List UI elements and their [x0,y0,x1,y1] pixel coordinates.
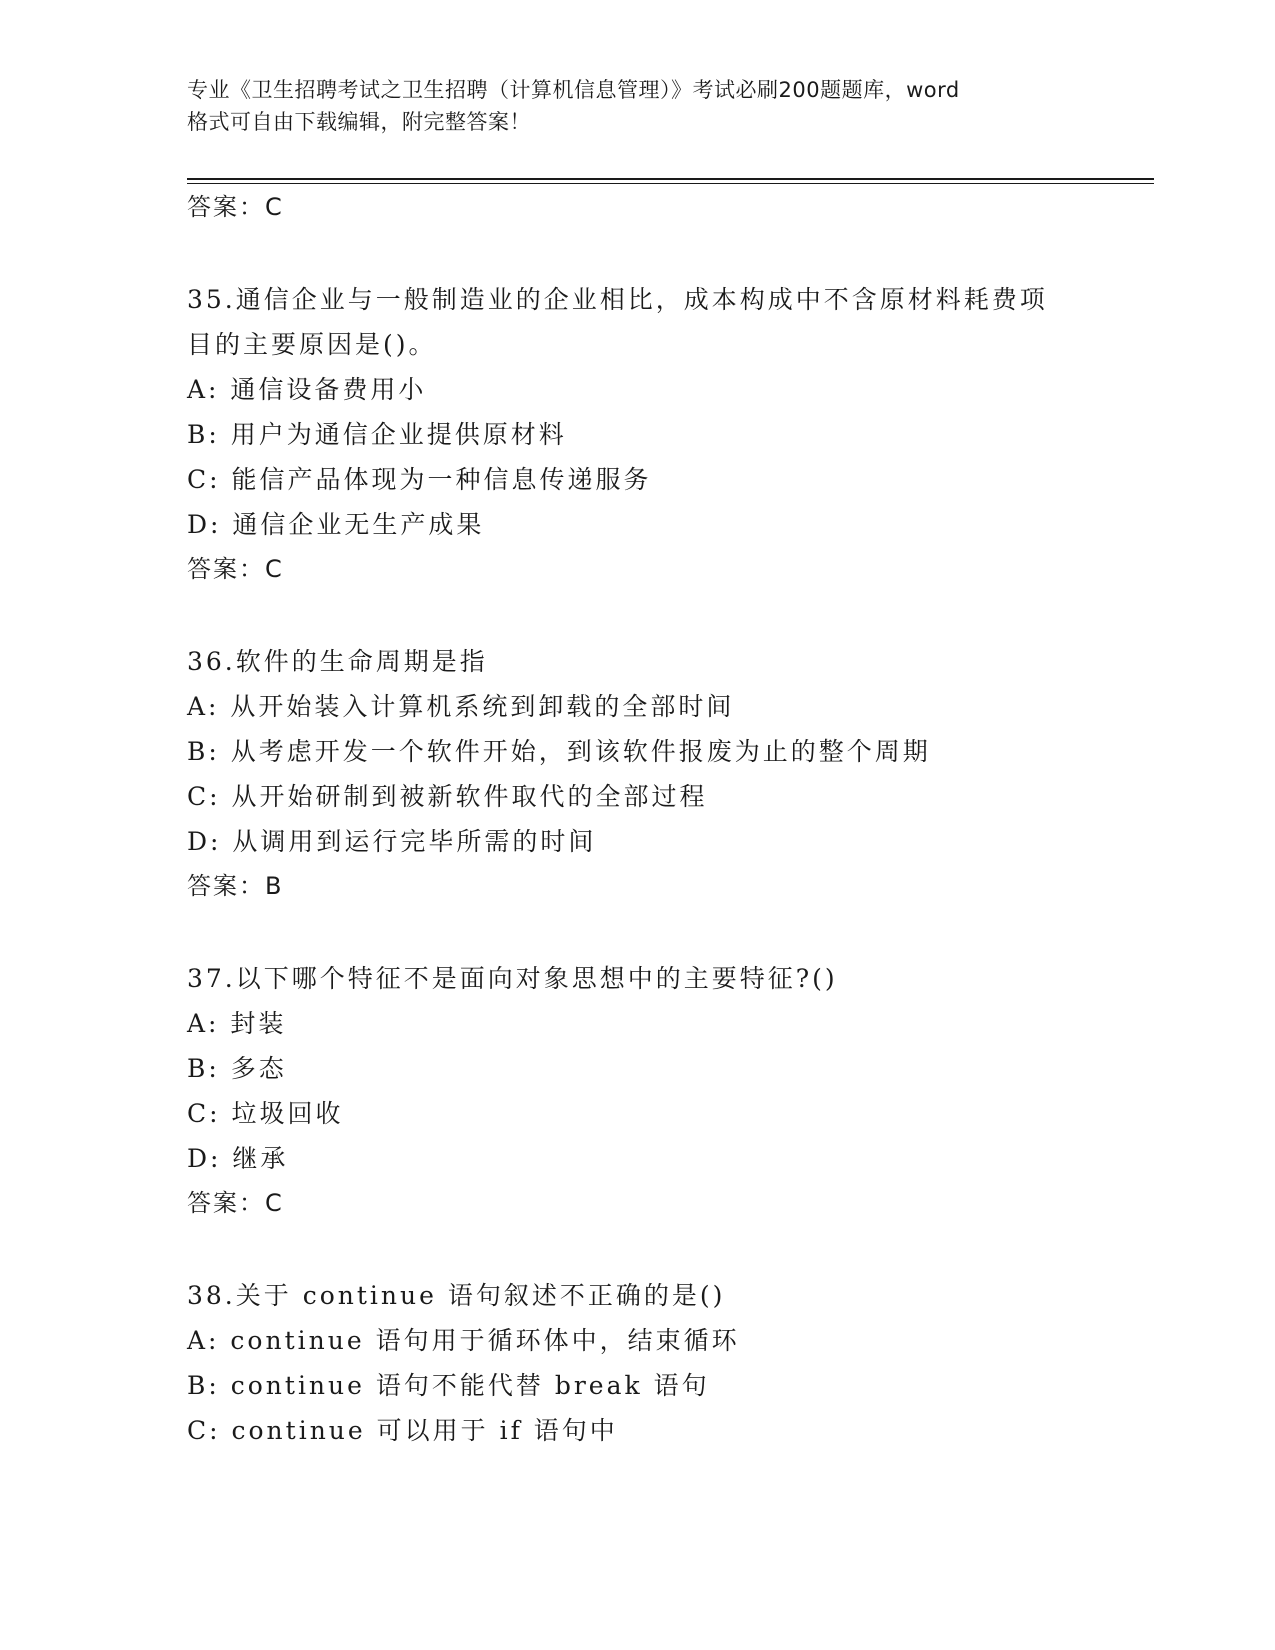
answer-line [187,1181,1087,1226]
option-d: D: 从调用到运行完毕所需的时间 [187,827,597,856]
question-stem: 35.通信企业与一般制造业的企业相比，成本构成中不含原材料耗费项 [187,285,1048,314]
answer-line [187,185,1087,230]
question-36 [187,639,1087,909]
answer-label: 答案： [187,1189,265,1217]
option-a: A: continue 语句用于循环体中，结束循环 [187,1326,740,1355]
header-title-line-1: 专业《卫生招聘考试之卫生招聘（计算机信息管理）》考试必刷200题题库，word [187,78,960,102]
question-38 [187,1273,1087,1453]
answer-label: 答案： [187,555,265,583]
question-35 [187,277,1087,592]
question-list [187,185,1087,1500]
question-37 [187,956,1087,1226]
question-stem: 36.软件的生命周期是指 [187,647,488,676]
page-header [187,74,1087,138]
answer-line [187,547,1087,592]
option-a: A: 封装 [187,1009,287,1038]
option-b: B: continue 语句不能代替 break 语句 [187,1371,710,1400]
option-c: C: 从开始研制到被新软件取代的全部过程 [187,782,708,811]
option-c: C: 能信产品体现为一种信息传递服务 [187,465,652,494]
option-c: C: 垃圾回收 [187,1099,344,1128]
option-b: B: 用户为通信企业提供原材料 [187,420,567,449]
answer-value: B [265,872,282,900]
option-a: A: 通信设备费用小 [187,375,427,404]
answer-label: 答案： [187,193,265,221]
question-stem: 38.关于 continue 语句叙述不正确的是() [187,1281,726,1310]
answer-value: C [265,555,282,583]
option-d: D: 继承 [187,1144,289,1173]
answer-value: C [265,1189,282,1217]
question-stem-continued: 目的主要原因是()。 [187,330,437,359]
answer-value: C [265,193,282,221]
question-stem: 37.以下哪个特征不是面向对象思想中的主要特征?() [187,964,838,993]
header-title-line-2: 格式可自由下载编辑，附完整答案！ [187,110,531,134]
option-c: C: continue 可以用于 if 语句中 [187,1416,618,1445]
answer-label: 答案： [187,872,265,900]
option-b: B: 从考虑开发一个软件开始，到该软件报废为止的整个周期 [187,737,931,766]
answer-line [187,864,1087,909]
option-a: A: 从开始装入计算机系统到卸载的全部时间 [187,692,735,721]
option-b: B: 多态 [187,1054,287,1083]
option-d: D: 通信企业无生产成果 [187,510,485,539]
header-divider [187,178,1154,184]
